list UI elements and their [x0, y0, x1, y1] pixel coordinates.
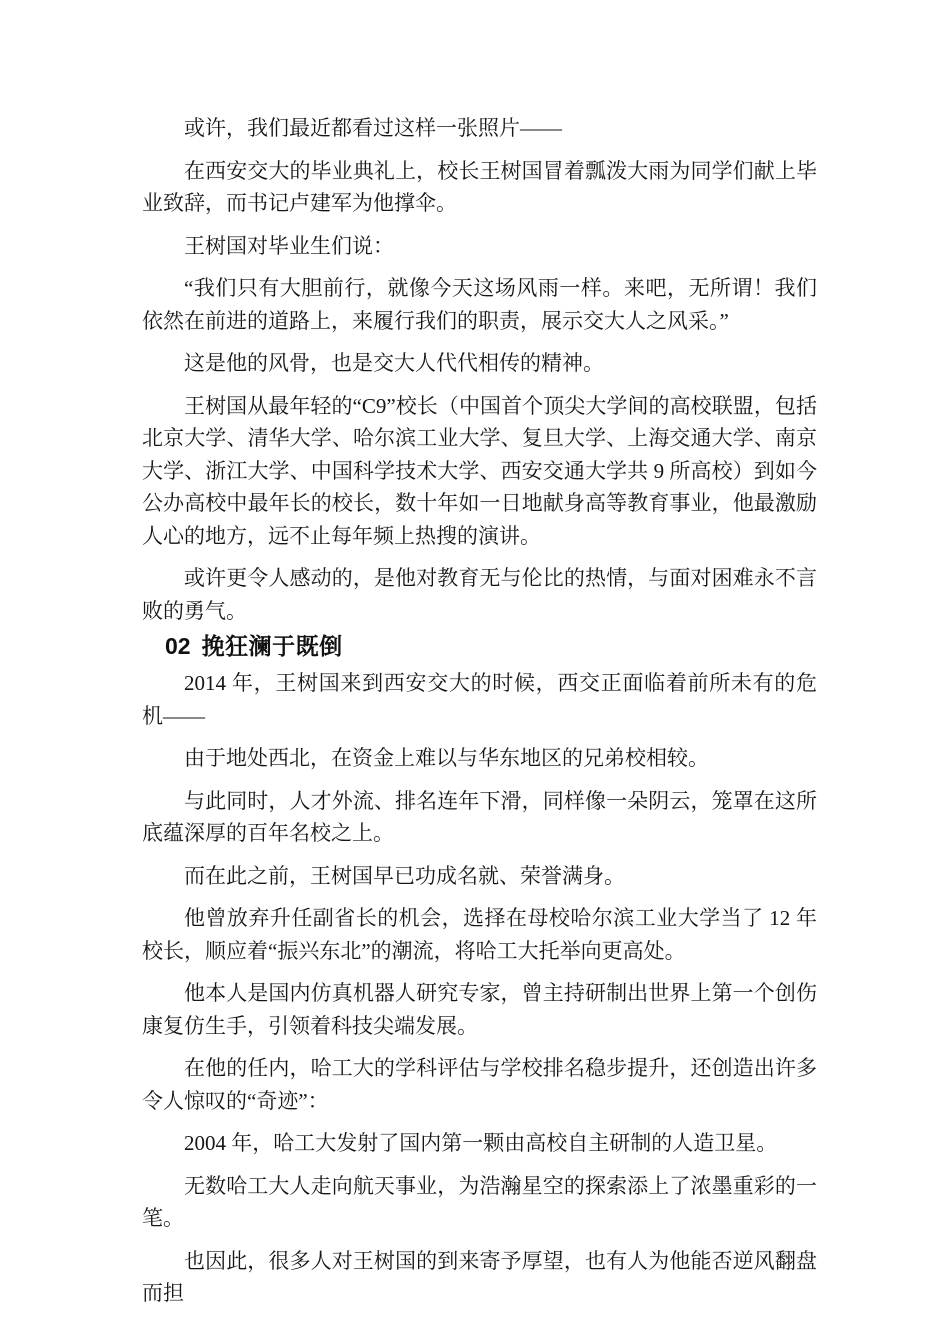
paragraph: 王树国对毕业生们说：: [184, 233, 394, 258]
paragraph: 无数哈工大人走向航天事业，为浩瀚星空的探索添上了浓墨重彩的一笔。: [142, 1173, 817, 1230]
paragraph: 或许，我们最近都看过这样一张照片——: [184, 116, 562, 140]
paragraph: 由于地处西北，在资金上难以与华东地区的兄弟校相较。: [184, 746, 709, 770]
paragraph: 而在此之前，王树国早已功成名就、荣誉满身。: [184, 863, 625, 888]
paragraph: 2014 年，王树国来到西安交大的时候，西交正面临着前所未有的危机——: [142, 671, 817, 728]
paragraph: 也因此，很多人对王树国的到来寄予厚望，也有人为他能否逆风翻盘而担: [142, 1248, 817, 1305]
paragraph: 或许更令人感动的，是他对教育无与伦比的热情，与面对困难永不言败的勇气。: [142, 566, 817, 623]
paragraph: 这是他的风骨，也是交大人代代相传的精神。: [184, 351, 604, 375]
paragraph: 在西安交大的毕业典礼上，校长王树国冒着瓢泼大雨为同学们献上毕业致辞，而书记卢建军为他撑伞。: [142, 158, 817, 215]
document-body: [142, 112, 817, 1320]
paragraph: 他本人是国内仿真机器人研究专家，曾主持研制出世界上第一个创伤康复仿生手，引领着科技尖端发展。: [142, 981, 817, 1038]
section-heading: [142, 631, 817, 661]
paragraph: 与此同时，人才外流、排名连年下滑，同样像一朵阴云，笼罩在这所底蕴深厚的百年名校之上。: [142, 788, 817, 845]
paragraph: 在他的任内，哈工大的学科评估与学校排名稳步提升，还创造出许多令人惊叹的“奇迹”：: [142, 1056, 817, 1113]
section-title: 挽狂澜于既倒: [201, 633, 343, 659]
paragraph: 王树国从最年轻的“C9”校长（中国首个顶尖大学间的高校联盟，包括北京大学、清华大学、哈尔滨工业大学、复旦大学、上海交通大学、南京大学、浙江大学、中国科学技术大学、西安交通大学共 9 所高校）到如今公办高校中最年长的校长，数十年如一日地献身高等教育事业，他最激励人心的地方，远不止每年频上热搜的演讲。: [142, 393, 817, 548]
intro-paragraphs: [142, 112, 817, 627]
paragraph: 他曾放弃升任副省长的机会，选择在母校哈尔滨工业大学当了 12 年校长，顺应着“振兴东北”的潮流，将哈工大托举向更高处。: [142, 906, 817, 963]
section-paragraphs: [142, 667, 817, 1310]
paragraph: “我们只有大胆前行，就像今天这场风雨一样。来吧，无所谓！我们依然在前进的道路上，来履行我们的职责，展示交大人之风采。”: [142, 276, 817, 333]
section-number: 02: [165, 633, 191, 659]
paragraph: 2004 年，哈工大发射了国内第一颗由高校自主研制的人造卫星。: [184, 1131, 778, 1155]
